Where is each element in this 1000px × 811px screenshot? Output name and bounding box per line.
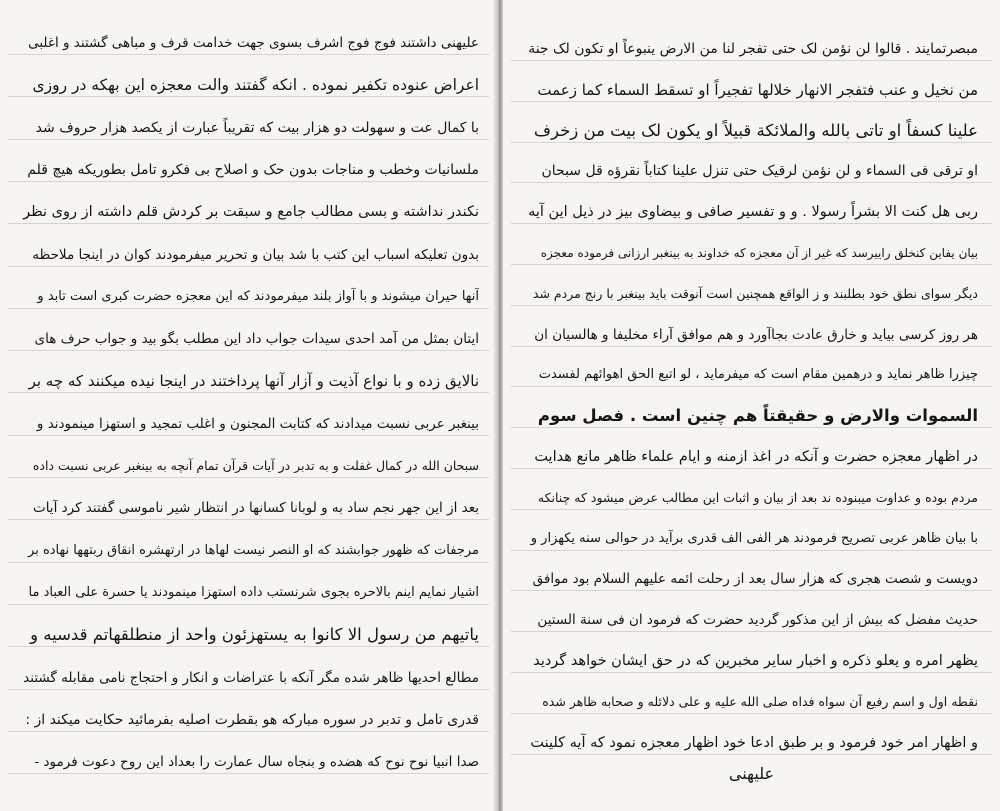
manuscript-line: بعد از این جهر نجم ساد به و لوبانا کسانها در انتظار شیر ناموسی گفتند کرد آیات	[32, 500, 479, 517]
manuscript-line: مبصرتمایند . قالوا لن نؤمن لک حتی تفجر لنا من الارض ینبوعاً او تکون لک جنة	[528, 41, 978, 57]
manuscript-line: آنها حیران میشوند و با آواز بلند میفرمودند که این معجزه حضرت کبری است تابد و	[37, 288, 479, 304]
manuscript-line: چیزرا ظاهر نماید و درهمین مقام است که میفرماید ، لو اتبع الحق اهوائهم لفسدت	[538, 367, 978, 383]
manuscript-line: قدری تامل و تدبر در سوره مبارکه هو بقطرت اصلیه بفرمائید حکایت میکند از :	[25, 711, 479, 728]
manuscript-line: دویست و شصت هجری که هزار سال بعد از رحلت ائمه علیهم السلام بود موافق	[532, 571, 978, 588]
manuscript-line: من نخیل و عنب فتفجر الانهار خلالها تفجیراً او تسقط السماء کما زعمت	[537, 80, 978, 99]
manuscript-line: صدا انبیا نوح نوح که هضده و بنجاه سال عمارت را بعداد این روح دعوت فرمود -	[34, 754, 479, 771]
manuscript-line: بدون تعلیکه اسباب این کتب با شد بیان و تحریر میفرمودند کوان در اینجا ملاحظه	[32, 246, 479, 263]
manuscript-line: با بیان ظاهر عربی تصریح فرمودند هر الفی الف قدری برآید در حوالی سنه یکهزار و	[530, 530, 978, 546]
manuscript-line: اعراض عنوده تکفیر نموده . انکه گفتند والت معجزه این بهکه در روزی	[32, 76, 479, 95]
right-page-footer-word: علیهنی	[728, 764, 775, 783]
manuscript-line: یاتیهم من رسول الا کانوا به یستهزئون واحد از منطلقهاتم قدسیه و	[30, 625, 479, 645]
manuscript-line: نالایق زده و با نواع آذیت و آزار آنها پرداختند در اینجا نیده میکنند که چه بر	[28, 372, 479, 391]
manuscript-line: نقطه اول و اسم رفیع آن سواه فداه صلی الله علیه و علی دلائله و صحابه ظاهر شده	[542, 693, 978, 709]
manuscript-line: ایتان بمثل من آمد احدی سیدات جواب داد این مطلب بگو بید و جواب حرف های	[34, 331, 479, 348]
manuscript-line: ملسانیات وخطب و مناجات بدون حک و اصلاح بی فکرو تامل بطوریکه هیچ قلم	[27, 161, 479, 178]
manuscript-line: او ترقی فی السماء و لن نؤمن لرقیک حتی تنزل علینا کتاباً نقرؤه قل سبحان	[541, 163, 978, 180]
left-page	[0, 0, 497, 811]
manuscript-line: مردم بوده و عداوت میبنوده ند بعد از بیان و اثبات این مطالب عرض میشود که چنانکه	[537, 489, 978, 505]
manuscript-line: بینغبر عربی نسبت میدادند که کتابت المجنون و اغلب تمجید و استهزا مینمودند و	[36, 415, 479, 432]
manuscript-line: حدیث مفضل که بیش از این مذکور گردید حضرت که فرمود ان فی سنة الستین	[537, 612, 978, 629]
manuscript-line: السموات والارض و حقیقتاً هم چنین است . فصل سوم	[537, 406, 978, 426]
manuscript-line: نکندر نداشته و بسی مطالب جامع و سبقت بر کردش قلم داشته از روی نظر	[23, 204, 479, 221]
manuscript-line: یظهر امره و یعلو ذکره و اخبار سایر مخبرین که در حق ایشان خواهد گردید	[533, 653, 978, 669]
manuscript-line: با کمال عت و سهولت دو هزار بیت که تقریباً عبارت از یکصد هزار حروف شد	[35, 119, 479, 136]
manuscript-line: دیگر سوای نطق خود بطلبند و ز الواقع همچنین است آنوقت باید بینغبر با رنج مردم شد	[532, 285, 978, 301]
manuscript-line: ربی هل کنت الا بشراً رسولا . و و تفسیر صافی و بیضاوی بیز در ذیل این آیه	[528, 204, 978, 221]
manuscript-line: در اظهار معجزه حضرت و آنکه در اغذ ازمنه و ایام علماء ظاهر مانع هدایت	[534, 449, 978, 465]
manuscript-line: سبحان الله در کمال غفلت و به تدبر در آیات قرآن تمام آنچه به بینغبر عربی نسبت داده	[32, 458, 479, 473]
manuscript-line: علیهنی داشتند فوج فوج اشرف بسوی جهت خدامت قرف و مباهی گشتند و اغلبی	[28, 35, 479, 51]
right-page	[503, 0, 1000, 811]
manuscript-line: اشیار نمایم اینم بالاحره بجوی شرنستب داده استهزا مینمودند یا حسرة علی العباد ما	[28, 584, 479, 600]
manuscript-line: بیان یفاین کنخلق راییرسد که غیر از آن معجزه که خداوند به بینغبر ارزانی فرموده معجزه	[540, 246, 978, 260]
manuscript-line: مطالع احدیها ظاهر شده مگر آنکه با عتراضات و انکار و احتجاج نامی مقابله گشتند	[23, 669, 479, 686]
manuscript-line: مرجفات که ظهور جوابشند که او النصر نیست لهاها در ارتهشره انقاق ربتهها نهاده بر	[28, 542, 479, 558]
manuscript-line: علینا کسفاً او تاتی بالله والملائکة قبیلاً او یکون لک بیت من زخرف	[533, 120, 978, 140]
manuscript-line: و اظهار امر خود فرمود و بر طبق ادعا خود اظهار معجزه نمود که آیه کلینت	[530, 734, 978, 751]
manuscript-line: هر روز کرسی بیاید و خارق عادت بجاآورد و هم موافق آراء مخلیفا و هالسیان ان	[534, 326, 978, 343]
